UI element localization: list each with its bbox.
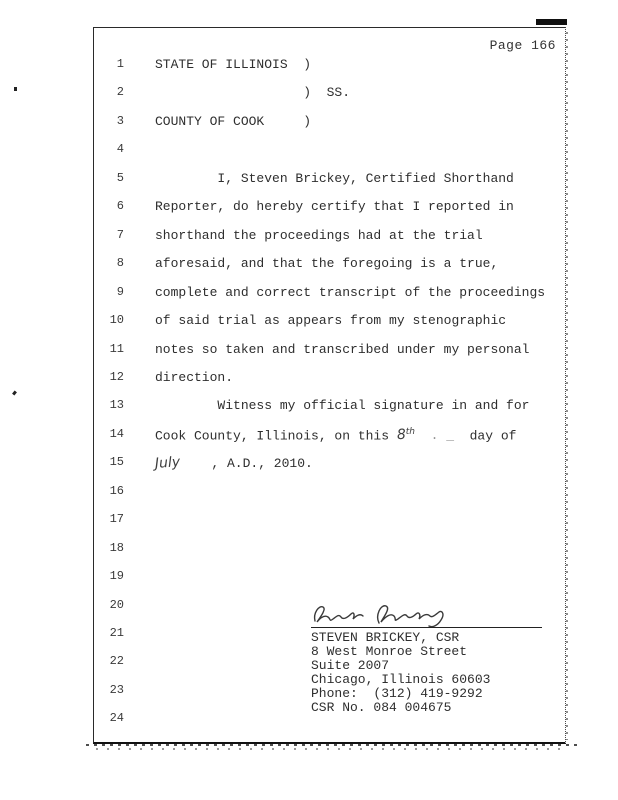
scan-artifact-right-edge — [566, 32, 568, 740]
transcript-line — [94, 256, 565, 272]
line-number: 13 — [109, 398, 124, 413]
line-number: 19 — [109, 569, 124, 584]
transcript-line — [94, 142, 565, 158]
line-number: 22 — [109, 654, 124, 669]
signature-block-line: Suite 2007 — [311, 658, 390, 673]
transcript-line — [94, 285, 565, 301]
page-number-label: Page 166 — [489, 38, 556, 53]
scan-artifact-bottom-noise — [86, 744, 578, 746]
transcript-line — [94, 228, 565, 244]
scan-artifact-corner-mark — [536, 19, 567, 25]
transcript-line — [94, 85, 565, 101]
transcript-line — [94, 313, 565, 329]
line-number: 14 — [109, 426, 124, 441]
signature-block-line: STEVEN BRICKEY, CSR — [311, 630, 460, 645]
line-number: 16 — [109, 483, 124, 498]
line-text-part: day of — [469, 428, 517, 444]
line-text: ) SS. — [155, 85, 351, 101]
signature-block-line: Chicago, Illinois 60603 — [311, 672, 491, 687]
line-number: 24 — [109, 711, 124, 726]
line-text-part: Cook County, Illinois, on this — [155, 428, 397, 444]
line-number: 8 — [116, 256, 124, 271]
line-number: 9 — [116, 284, 124, 299]
line-number: 17 — [109, 512, 124, 527]
line-number: 7 — [116, 227, 124, 242]
transcript-line — [94, 569, 565, 585]
transcript-line — [94, 171, 565, 187]
transcript-line — [94, 342, 565, 358]
transcript-line — [94, 370, 565, 386]
scan-artifact-bottom-noise — [96, 748, 566, 750]
line-number: 10 — [109, 313, 124, 328]
line-number: 6 — [116, 199, 124, 214]
line-number: 5 — [116, 170, 124, 185]
handwritten-text: th — [405, 426, 415, 437]
line-text: notes so taken and transcribed under my personal — [155, 341, 530, 357]
line-text: of said trial as appears from my stenographic — [155, 313, 507, 329]
line-number: 1 — [116, 57, 124, 71]
line-number: 2 — [116, 85, 124, 100]
line-text: Reporter, do hereby certify that I reported in — [155, 199, 514, 215]
handwritten-text: July — [154, 454, 181, 473]
signature-block-line: Phone: (312) 419-9292 — [311, 686, 483, 701]
signature-block-line: CSR No. 084 004675 — [311, 700, 452, 715]
transcript-line — [94, 512, 565, 528]
transcript-line — [94, 541, 565, 557]
transcript-line — [94, 114, 565, 130]
line-number: 3 — [116, 113, 124, 128]
transcript-line — [94, 199, 565, 215]
transcript-line — [94, 427, 565, 443]
scan-artifact-speck — [12, 391, 17, 396]
line-number: 23 — [109, 682, 124, 697]
line-text: complete and correct transcript of the proceedings — [155, 284, 546, 300]
line-number: 18 — [109, 540, 124, 555]
line-number: 12 — [109, 369, 124, 384]
transcript-line — [94, 455, 565, 471]
page-border — [93, 27, 566, 744]
line-text: aforesaid, and that the foregoing is a true, — [155, 256, 499, 272]
line-number: 20 — [109, 597, 124, 612]
transcript-line — [94, 484, 565, 500]
transcript-line — [94, 57, 565, 73]
scan-artifact-speck — [14, 87, 17, 91]
line-text: shorthand the proceedings had at the trial — [155, 227, 483, 243]
line-number: 4 — [116, 142, 124, 157]
line-text-part: , A.D., 2010. — [180, 456, 313, 472]
handwritten-text: 8 — [396, 426, 407, 444]
line-number: 11 — [109, 341, 124, 356]
line-text: STATE OF ILLINOIS ) — [155, 57, 312, 72]
signature-address-lines — [311, 631, 490, 715]
signature-rule — [311, 627, 542, 628]
line-text: direction. — [155, 369, 234, 385]
line-text: I, Steven Brickey, Certified Shorthand — [155, 170, 514, 186]
line-text-part: . _ — [415, 428, 470, 444]
line-text — [155, 455, 313, 471]
line-text: COUNTY OF COOK ) — [155, 113, 312, 129]
line-text: Witness my official signature in and for — [155, 398, 530, 414]
transcript-line — [94, 398, 565, 414]
line-text — [155, 427, 516, 443]
signature-block-line: 8 West Monroe Street — [311, 644, 468, 659]
line-number: 15 — [109, 455, 124, 470]
line-number: 21 — [109, 626, 124, 640]
